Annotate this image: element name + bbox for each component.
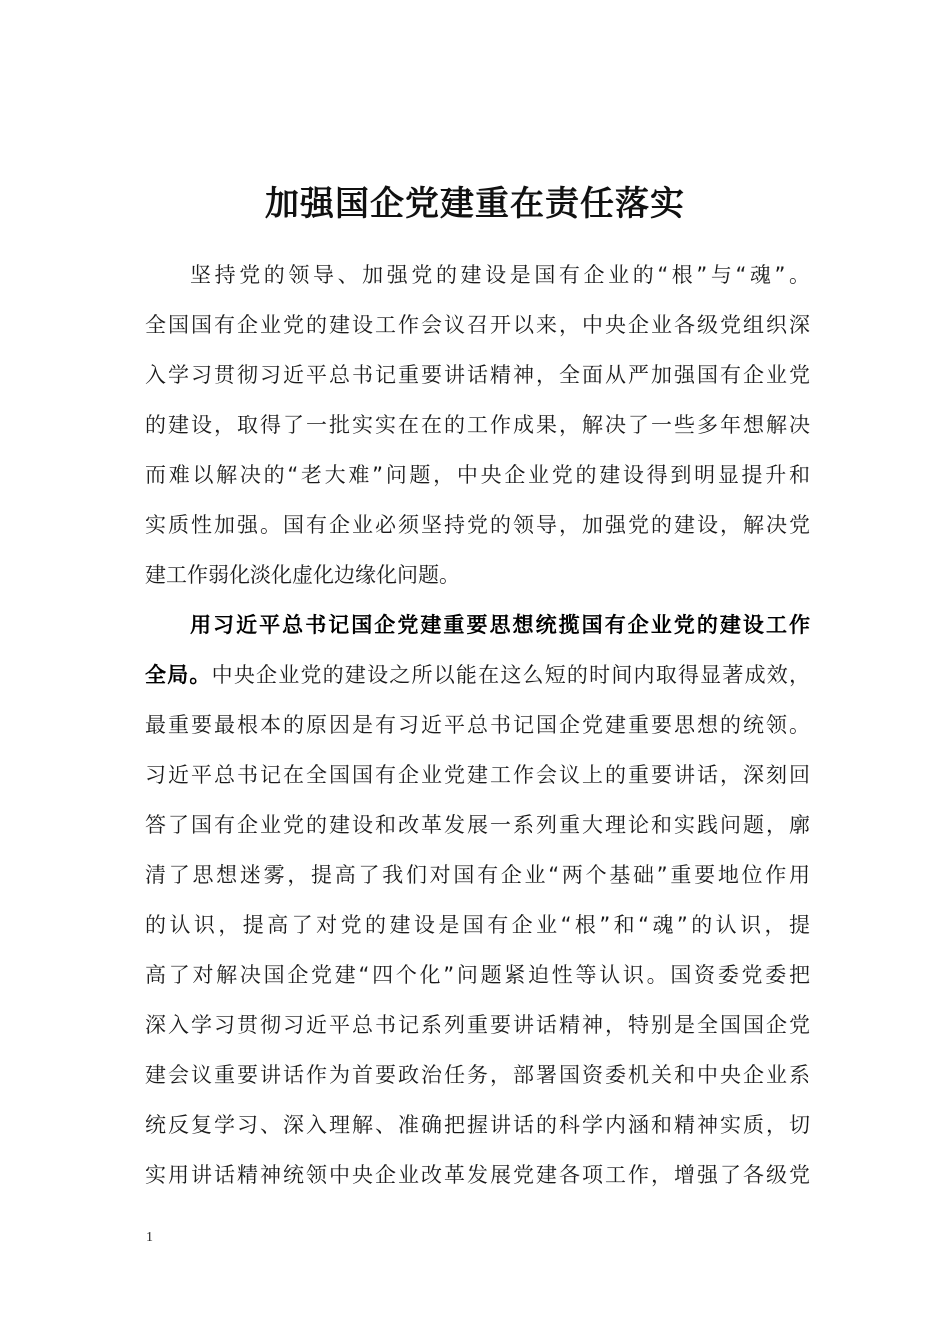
paragraph-2-line-12: 实用讲话精神统领中央企业改革发展党建各项工作，增强了各级党: [145, 1163, 810, 1187]
paragraph-2-line-8: 高了对解决国企党建“四个化”问题紧迫性等认识。国资委党委把: [145, 963, 810, 987]
paragraph-1-line-6: 实质性加强。国有企业必须坚持党的领导，加强党的建设，解决党: [145, 513, 810, 537]
paragraph-1-line-2: 全国国有企业党的建设工作会议召开以来，中央企业各级党组织深: [145, 313, 810, 337]
paragraph-2-line-11: 统反复学习、深入理解、准确把握讲话的科学内涵和精神实质，切: [145, 1113, 810, 1137]
paragraph-1-line-4: 的建设，取得了一批实实在在的工作成果，解决了一些多年想解决: [145, 413, 810, 437]
page-title: 加强国企党建重在责任落实: [265, 184, 685, 224]
paragraph-2-line-10: 建会议重要讲话作为首要政治任务，部署国资委机关和中央企业系: [145, 1063, 810, 1087]
paragraph-2-line-3: 最重要最根本的原因是有习近平总书记国企党建重要思想的统领。: [145, 713, 810, 737]
paragraph-2-line-7: 的认识，提高了对党的建设是国有企业“根”和“魂”的认识，提: [145, 913, 810, 937]
paragraph-2-heading-line-1: 用习近平总书记国企党建重要思想统揽国有企业党的建设工作: [190, 613, 810, 637]
paragraph-2-heading-line-2: 全局。: [145, 663, 212, 687]
paragraph-1-line-1: 坚持党的领导、加强党的建设是国有企业的“根”与“魂”。: [190, 263, 810, 287]
paragraph-1-line-7: 建工作弱化淡化虚化边缘化问题。: [145, 563, 460, 587]
paragraph-2-line-2-text: 中央企业党的建设之所以能在这么短的时间内取得显著成效，: [211, 663, 811, 687]
paragraph-2-line-6: 清了思想迷雾，提高了我们对国有企业“两个基础”重要地位作用: [145, 863, 810, 887]
paragraph-2-line-9: 深入学习贯彻习近平总书记系列重要讲话精神，特别是全国国企党: [145, 1013, 810, 1037]
paragraph-2-line-5: 答了国有企业党的建设和改革发展一系列重大理论和实践问题，廓: [145, 813, 810, 837]
paragraph-1-line-3: 入学习贯彻习近平总书记重要讲话精神，全面从严加强国有企业党: [145, 363, 810, 387]
paragraph-2-line-2: [145, 650, 810, 700]
paragraph-2-line-4: 习近平总书记在全国国有企业党建工作会议上的重要讲话，深刻回: [145, 763, 810, 787]
paragraph-1-line-5: 而难以解决的“老大难”问题，中央企业党的建设得到明显提升和: [145, 463, 810, 487]
page-number: 1: [146, 1230, 153, 1245]
